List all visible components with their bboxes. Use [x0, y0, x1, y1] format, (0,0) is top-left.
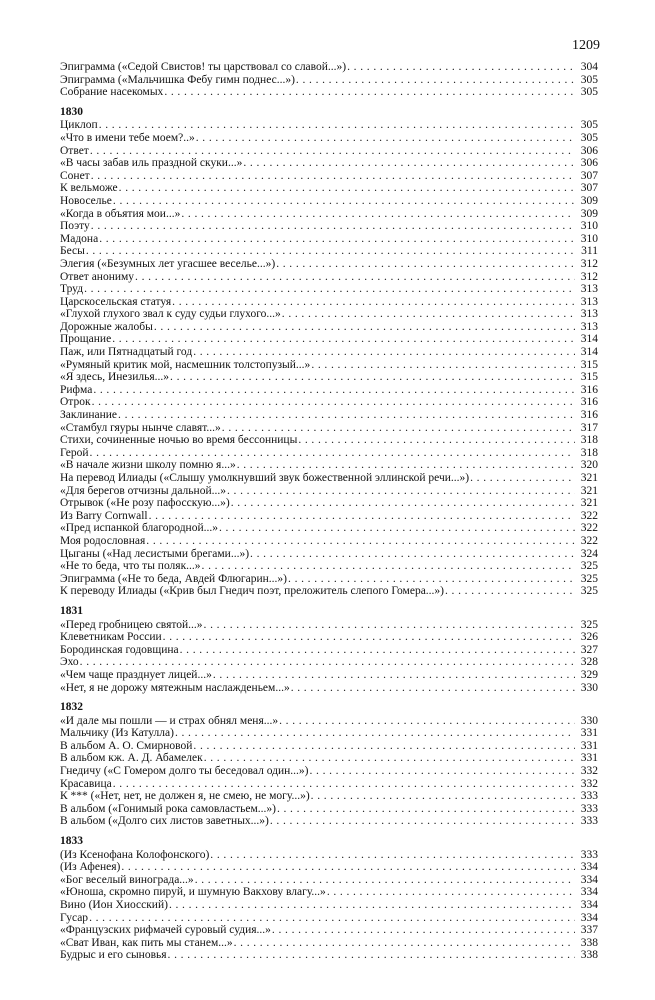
dot-leader [168, 949, 575, 962]
toc-entry [60, 346, 598, 359]
toc-entry [60, 86, 598, 99]
entry-title: Эпиграмма («Мальчишка Фебу гимн поднес...») [60, 73, 295, 86]
toc-entry [60, 644, 598, 657]
dot-leader [195, 874, 575, 887]
dot-leader [277, 803, 575, 816]
entry-page-number: 325 [580, 585, 598, 598]
toc-entry [60, 384, 598, 397]
entry-title: «Глухой глухого звал к суду судьи глухого...» [60, 308, 281, 321]
entry-page-number: 324 [580, 547, 598, 560]
dot-leader [276, 258, 575, 271]
entry-page-number: 313 [580, 320, 598, 333]
dot-leader [227, 485, 575, 498]
toc-entry [60, 669, 598, 682]
dot-leader [99, 119, 575, 132]
entry-page-number: 313 [580, 283, 598, 296]
entry-title: Эхо [60, 656, 79, 669]
entry-page-number: 333 [580, 790, 598, 803]
entry-page-number: 316 [580, 396, 598, 409]
entry-title: «В часы забав иль праздной скуки...» [60, 157, 243, 170]
entry-title: «Сват Иван, как пить мы станем...» [60, 936, 233, 949]
toc-entry [60, 874, 598, 887]
entry-page-number: 334 [580, 911, 598, 924]
dot-leader [327, 886, 575, 899]
toc-entry [60, 233, 598, 246]
toc-entry [60, 535, 598, 548]
entry-title: Отрывок («Не розу пафосскую...») [60, 497, 230, 510]
entry-title: Мальчику (Из Катулла) [60, 727, 174, 740]
entry-title: К *** («Нет, нет, не должен я, не смею, не могу...») [60, 790, 310, 803]
entry-title: К вельможе [60, 182, 118, 195]
entry-page-number: 306 [580, 144, 598, 157]
entry-title: «В начале жизни школу помню я...» [60, 459, 236, 472]
entry-title: Клеветникам России [60, 631, 162, 644]
toc-entry [60, 849, 598, 862]
entry-page-number: 332 [580, 777, 598, 790]
dot-leader [202, 560, 575, 573]
toc-entry [60, 258, 598, 271]
dot-leader [113, 778, 575, 791]
dot-leader [282, 308, 575, 321]
entry-page-number: 331 [580, 727, 598, 740]
dot-leader [169, 899, 575, 912]
year-heading: 1831 [60, 604, 83, 617]
dot-leader [84, 283, 575, 296]
toc-entry [60, 715, 598, 728]
year-heading: 1830 [60, 105, 83, 118]
entry-page-number: 337 [580, 924, 598, 937]
toc-entry [60, 61, 598, 74]
entry-page-number: 318 [580, 446, 598, 459]
entry-page-number: 306 [580, 157, 598, 170]
entry-page-number: 304 [580, 61, 598, 73]
toc-entry [60, 560, 598, 573]
dot-leader [90, 447, 575, 460]
entry-title: Герой [60, 446, 89, 459]
entry-title: «Чем чаще празднует лицей...» [60, 668, 212, 681]
year-section [60, 701, 598, 828]
dot-leader [222, 422, 575, 435]
entry-title: Цыганы («Над лесистыми брегами...») [60, 547, 250, 560]
dot-leader [470, 472, 575, 485]
entry-title: (Из Ксенофана Колофонского) [60, 848, 210, 861]
dot-leader [291, 682, 575, 695]
entry-page-number: 321 [580, 472, 598, 484]
toc-entry [60, 790, 598, 803]
dot-leader [112, 333, 575, 346]
entry-page-number: 338 [580, 936, 598, 949]
entry-title: Рифма [60, 383, 93, 396]
dot-leader [113, 195, 575, 208]
toc-entry [60, 170, 598, 183]
entry-title: «Я здесь, Инезилья...» [60, 371, 170, 384]
toc-entry [60, 522, 598, 535]
year-section [60, 605, 598, 694]
dot-leader [243, 157, 575, 170]
dot-leader [175, 727, 575, 740]
entry-title: Ответ [60, 144, 89, 157]
dot-leader [204, 752, 575, 765]
dot-leader [298, 434, 575, 447]
dot-leader [170, 371, 575, 384]
entry-page-number: 305 [580, 119, 598, 132]
entry-page-number: 310 [580, 220, 598, 233]
dot-leader [90, 145, 575, 158]
dot-leader [92, 396, 575, 409]
year-sections [60, 106, 598, 962]
dot-leader [154, 321, 575, 334]
dot-leader [164, 86, 575, 99]
entry-page-number: 314 [580, 333, 598, 346]
dot-leader [99, 233, 575, 246]
entry-page-number: 318 [580, 434, 598, 447]
entry-title: Дорожные жалобы [60, 320, 153, 333]
dot-leader [146, 535, 575, 548]
entry-page-number: 315 [580, 358, 598, 371]
entry-title: Из Barry Cornwall [60, 509, 148, 522]
toc-entry [60, 321, 598, 334]
entry-page-number: 331 [580, 752, 598, 765]
dot-leader [311, 790, 575, 803]
toc-entry [60, 619, 598, 632]
entry-page-number: 317 [580, 421, 598, 434]
dot-leader [86, 245, 575, 258]
year-section [60, 835, 598, 962]
entry-title: Поэту [60, 220, 90, 233]
entry-title: Новоселье [60, 194, 112, 207]
entry-title: «Для берегов отчизны дальной...» [60, 484, 226, 497]
entry-page-number: 316 [580, 383, 598, 396]
entry-title: Паж, или Пятнадцатый год [60, 346, 193, 359]
entry-title: (Из Афенея) [60, 861, 121, 874]
entry-title: Царскосельская статуя [60, 295, 172, 308]
entry-page-number: 321 [580, 484, 598, 497]
entry-page-number: 325 [580, 572, 598, 585]
toc-entry [60, 510, 598, 523]
entry-page-number: 314 [580, 346, 598, 359]
dot-leader [296, 74, 575, 87]
entry-page-number: 305 [580, 131, 598, 144]
entry-page-number: 321 [580, 497, 598, 510]
entry-title: «Стамбул гяуры нынче славят...» [60, 421, 221, 434]
entry-page-number: 305 [580, 86, 598, 99]
dot-leader [193, 740, 575, 753]
dot-leader [119, 182, 575, 195]
toc-entry [60, 656, 598, 669]
entry-title: В альбом («Долго сих листов заветных...») [60, 815, 269, 828]
entry-title: Циклоп [60, 119, 98, 132]
toc-entry [60, 899, 598, 912]
entry-title: «Не то беда, что ты поляк...» [60, 560, 201, 573]
toc-entry [60, 220, 598, 233]
entry-title: «Французских рифмачей суровый судия...» [60, 924, 271, 937]
entry-page-number: 325 [580, 618, 598, 631]
entry-page-number: 316 [580, 409, 598, 422]
entry-title: «Когда в объятия мои...» [60, 207, 181, 220]
toc-entry [60, 765, 598, 778]
toc-entry [60, 359, 598, 372]
entry-title: «Что в имени тебе моем?..» [60, 131, 195, 144]
entry-title: «И дале мы пошли — и страх обнял меня...» [60, 714, 279, 727]
toc-entry [60, 283, 598, 296]
entry-title: Мадона [60, 232, 99, 245]
dot-leader [213, 669, 575, 682]
entry-page-number: 330 [580, 681, 598, 694]
leading-entries [60, 61, 598, 99]
toc-entry [60, 740, 598, 753]
entry-title: Сонет [60, 169, 90, 182]
entry-title: Красавица [60, 777, 112, 790]
entry-page-number: 311 [581, 245, 598, 258]
toc-entry [60, 422, 598, 435]
entry-title: К переводу Илиады («Крив был Гнедич поэт, преложитель слепого Гомера...») [60, 585, 444, 598]
toc-entry [60, 886, 598, 899]
entry-title: Отрок [60, 396, 91, 409]
year-heading: 1833 [60, 835, 83, 848]
toc-entry [60, 924, 598, 937]
dot-leader [91, 170, 575, 183]
entry-title: Собрание насекомых [60, 86, 164, 99]
toc-entry [60, 182, 598, 195]
toc-entry [60, 434, 598, 447]
entry-title: Прощание [60, 333, 112, 346]
toc-entry [60, 459, 598, 472]
toc-entry [60, 815, 598, 828]
toc-entry [60, 937, 598, 950]
dot-leader [135, 271, 575, 284]
toc-entry [60, 371, 598, 384]
entry-title: Гнедичу («С Гомером долго ты беседовал один...») [60, 765, 309, 778]
entry-page-number: 322 [580, 522, 598, 535]
dot-leader [210, 849, 575, 862]
dot-leader [288, 573, 575, 586]
dot-leader [204, 619, 575, 632]
entry-page-number: 334 [580, 873, 598, 886]
toc-entry [60, 333, 598, 346]
entry-title: Заклинание [60, 409, 118, 422]
entry-title: На перевод Илиады («Слышу умолкнувший звук божественной эллинской речи...») [60, 472, 470, 484]
toc-entry [60, 472, 598, 485]
entry-page-number: 328 [580, 656, 598, 669]
entry-title: Бесы [60, 245, 85, 258]
entry-title: «Перед гробницею святой...» [60, 618, 203, 631]
entry-page-number: 310 [580, 232, 598, 245]
dot-leader [272, 924, 575, 937]
toc-entry [60, 585, 598, 598]
entry-page-number: 333 [580, 815, 598, 828]
entry-page-number: 325 [580, 560, 598, 573]
dot-leader [118, 409, 575, 422]
toc-entry [60, 119, 598, 132]
entry-title: Моя родословная [60, 534, 146, 547]
entry-title: Вино (Ион Хиосский) [60, 899, 168, 911]
entry-page-number: 309 [580, 207, 598, 220]
dot-leader [250, 548, 575, 561]
dot-leader [163, 631, 575, 644]
entry-title: «Пред испанкой благородной...» [60, 522, 218, 535]
toc-entry [60, 573, 598, 586]
entry-page-number: 327 [580, 643, 598, 656]
dot-leader [121, 861, 575, 874]
entry-title: Элегия («Безумных лет угасшее веселье...») [60, 257, 276, 270]
entry-page-number: 330 [580, 714, 598, 727]
toc-entry [60, 271, 598, 284]
entry-page-number: 331 [580, 739, 598, 752]
toc-entry [60, 145, 598, 158]
entry-title: Труд [60, 283, 84, 296]
dot-leader [181, 208, 575, 221]
dot-leader [445, 585, 575, 598]
toc-entry [60, 548, 598, 561]
entry-page-number: 307 [580, 169, 598, 182]
toc-entry [60, 132, 598, 145]
entry-page-number: 322 [580, 509, 598, 522]
toc-entry [60, 752, 598, 765]
entry-page-number: 305 [580, 73, 598, 86]
dot-leader [279, 715, 575, 728]
entry-page-number: 313 [580, 308, 598, 321]
dot-leader [231, 497, 575, 510]
dot-leader [270, 815, 575, 828]
entry-page-number: 307 [580, 182, 598, 195]
entry-title: Стихи, сочиненные ночью во время бессонницы [60, 434, 298, 447]
dot-leader [237, 459, 575, 472]
entry-page-number: 309 [580, 194, 598, 207]
entry-page-number: 332 [580, 765, 598, 778]
entry-page-number: 329 [580, 668, 598, 681]
toc-entry [60, 296, 598, 309]
toc-entry [60, 74, 598, 87]
entry-title: Ответ анониму [60, 270, 135, 283]
toc-entry [60, 308, 598, 321]
dot-leader [309, 765, 575, 778]
toc-entry [60, 631, 598, 644]
table-of-contents [60, 61, 598, 962]
entry-page-number: 333 [580, 802, 598, 815]
toc-entry [60, 245, 598, 258]
entry-title: «Румяный критик мой, насмешник толстопузый...» [60, 358, 311, 371]
dot-leader [347, 61, 575, 74]
toc-entry [60, 485, 598, 498]
dot-leader [311, 359, 575, 372]
entry-page-number: 334 [580, 861, 598, 874]
entry-page-number: 312 [580, 270, 598, 283]
entry-page-number: 312 [580, 257, 598, 270]
toc-entry [60, 497, 598, 510]
year-heading: 1832 [60, 701, 83, 714]
entry-page-number: 334 [580, 886, 598, 899]
entry-page-number: 338 [580, 949, 598, 962]
toc-entry [60, 447, 598, 460]
dot-leader [91, 220, 575, 233]
dot-leader [80, 656, 575, 669]
entry-page-number: 322 [580, 534, 598, 547]
dot-leader [93, 384, 575, 397]
entry-page-number: 334 [580, 899, 598, 911]
toc-entry [60, 949, 598, 962]
entry-title: Эпиграмма («Не то беда, Авдей Флюгарин...») [60, 572, 288, 585]
entry-page-number: 320 [580, 459, 598, 472]
entry-page-number: 315 [580, 371, 598, 384]
dot-leader [180, 644, 575, 657]
entry-title: Бородинская годовщина [60, 643, 179, 656]
entry-title: «Нет, я не дорожу мятежным наслажденьем...» [60, 681, 290, 694]
dot-leader [193, 346, 575, 359]
dot-leader [234, 937, 575, 950]
entry-title: Гусар [60, 911, 89, 924]
entry-title: «Юноша, скромно пируй, и шумную Вакхову влагу...» [60, 886, 326, 899]
toc-entry [60, 682, 598, 695]
toc-entry [60, 208, 598, 221]
page-number: 1209 [572, 38, 600, 53]
entry-page-number: 313 [580, 295, 598, 308]
toc-entry [60, 912, 598, 925]
year-section [60, 106, 598, 598]
toc-entry [60, 157, 598, 170]
dot-leader [149, 510, 575, 523]
dot-leader [196, 132, 575, 145]
dot-leader [219, 522, 575, 535]
entry-title: «Бог веселый винограда...» [60, 873, 194, 886]
dot-leader [172, 296, 575, 309]
entry-page-number: 333 [580, 848, 598, 861]
dot-leader [89, 912, 575, 925]
toc-entry [60, 727, 598, 740]
toc-entry [60, 195, 598, 208]
toc-entry [60, 803, 598, 816]
entry-title: В альбом («Гонимый рока самовластьем...») [60, 802, 276, 815]
toc-entry [60, 778, 598, 791]
entry-title: Эпиграмма («Седой Свистов! ты царствовал со славой...») [60, 61, 347, 73]
entry-title: Будрыс и его сыновья [60, 949, 167, 962]
toc-entry [60, 409, 598, 422]
entry-title: В альбом кж. А. Д. Абамелек [60, 752, 203, 765]
toc-entry [60, 396, 598, 409]
toc-entry [60, 861, 598, 874]
entry-title: В альбом А. О. Смирновой [60, 739, 193, 752]
entry-page-number: 326 [580, 631, 598, 644]
